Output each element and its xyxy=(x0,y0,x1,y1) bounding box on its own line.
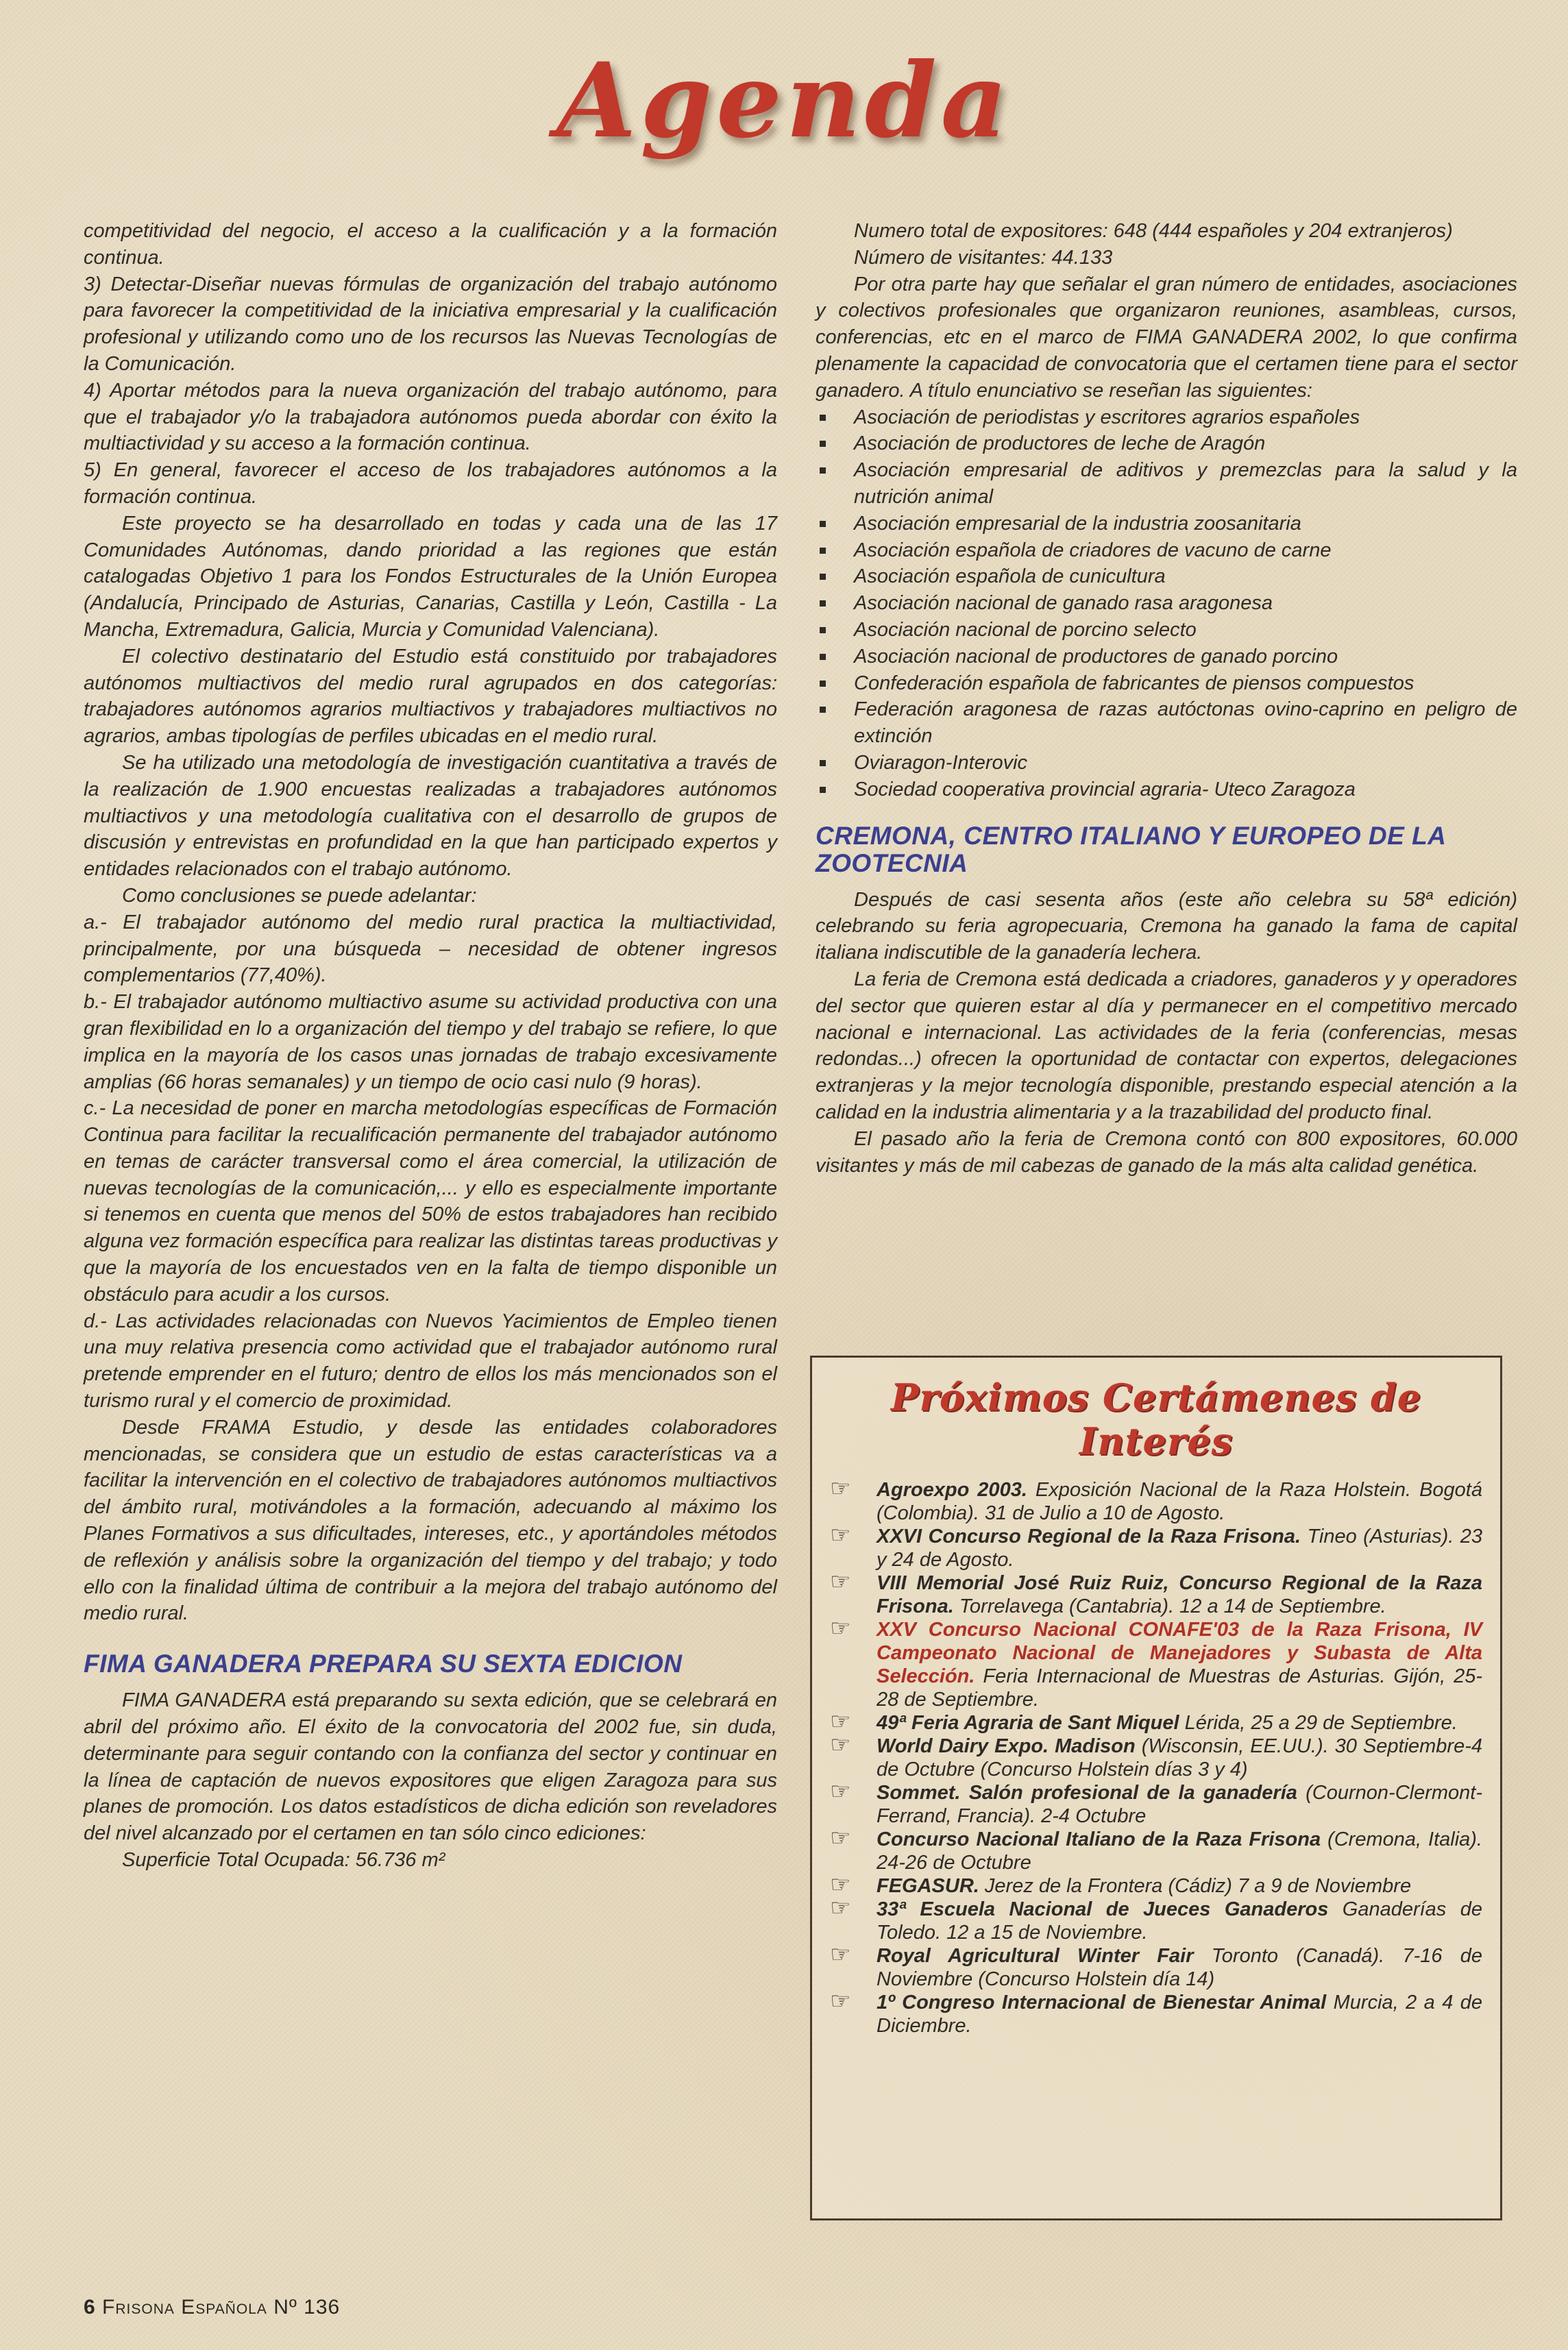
left-paragraph: Desde FRAMA Estudio, y desde las entidades colaboradores mencionadas, se considera que un estudio de estas características va a facilitar la intervención en el colectivo de trabajadores autónomos multiactivos del ámbito rural, motivándoles a la formación, adecuando al máximo los Planes Formativos a sus dificultades, intereses, etc., y aportándoles métodos de reflexión y análisis sobre la organización del tiempo y del trabajo; y todo ello con la finalidad última de contribuir a la mejora del trabajo autónomo del medio rural. xyxy=(84,1416,777,1625)
square-bullet-icon xyxy=(820,760,826,766)
association-list xyxy=(816,404,1517,803)
event-item: ☞ Sommet. Salón profesional de la ganadería (Cournon-Clermont-Ferrand, Francia). 2-4 Octubre xyxy=(830,1778,1482,1827)
list-item: Asociación española de cunicultura xyxy=(816,563,1517,590)
visitors-stat: Número de visitantes: 44.133 xyxy=(854,246,1113,269)
event-item: ☞ Agroexpo 2003. Exposición Nacional de la Raza Holstein. Bogotá (Colombia). 31 de Julio a 10 de Agosto. xyxy=(830,1476,1482,1524)
left-column xyxy=(84,218,777,1874)
entities-intro: Por otra parte hay que señalar el gran número de entidades, asociaciones y colectivos profesionales que organizaron reuniones, asambleas, cursos, conferencias, etc en el marco de FIMA GANADERA 2002, lo que confirma plenamente la capacidad de convocatoria que el certamen tiene para el sector ganadero. A título enunciativo se reseñan las siguientes: xyxy=(816,273,1517,402)
left-paragraph: a.- El trabajador autónomo del medio rural practica la multiactividad, principalmente, por una búsqueda – necesidad de obtener ingresos complementarios (77,40%). xyxy=(84,911,777,987)
pointing-hand-icon: ☞ xyxy=(830,1825,851,1851)
square-bullet-icon xyxy=(820,627,826,633)
list-item: Sociedad cooperativa provincial agraria- Uteco Zaragoza xyxy=(816,776,1517,803)
issue-number: Nº 136 xyxy=(273,2296,341,2318)
square-bullet-icon xyxy=(820,415,826,421)
square-bullet-icon xyxy=(820,467,826,474)
surface-stat: Superficie Total Ocupada: 56.736 m² xyxy=(122,1849,445,1872)
square-bullet-icon xyxy=(820,574,826,580)
fima-paragraph: FIMA GANADERA está preparando su sexta edición, que se celebrará en abril del próximo año. El éxito de la convocatoria del 2002 fue, sin duda, determinante para seguir contando con la confianza del sector y continuar en la línea de captación de nuevos expositores que eligen Zaragoza para sus planes de promoción. Los datos estadísticos de dicha edición son reveladores del nivel alcanzado por el certamen en tan sólo cinco ediciones: xyxy=(84,1689,777,1845)
event-item: ☞ XXVI Concurso Regional de la Raza Frisona. Tineo (Asturias). 23 y 24 de Agosto. xyxy=(830,1522,1482,1571)
list-item: Asociación nacional de ganado rasa aragonesa xyxy=(816,590,1517,617)
left-paragraph: 4) Aportar métodos para la nueva organización del trabajo autónomo, para que el trabajador y/o la trabajadora autónomos pueda abordar con éxito la multiactividad y su acceso a la formación continua. xyxy=(84,379,777,455)
list-item: Confederación española de fabricantes de piensos compuestos xyxy=(816,670,1517,697)
page-number: 6 xyxy=(84,2296,96,2318)
square-bullet-icon xyxy=(820,521,826,527)
list-item: Asociación nacional de productores de ganado porcino xyxy=(816,644,1517,670)
left-paragraph: Como conclusiones se puede adelantar: xyxy=(122,884,477,907)
page-title: Agenda xyxy=(556,40,1012,161)
event-item: ☞ VIII Memorial José Ruiz Ruiz, Concurso Regional de la Raza Frisona. Torrelavega (Cantabria). 12 a 14 de Septiembre. xyxy=(830,1569,1482,1617)
pointing-hand-icon: ☞ xyxy=(830,1988,851,2014)
event-item: ☞ FEGASUR. Jerez de la Frontera (Cádiz) 7 a 9 de Noviembre xyxy=(830,1872,1412,1898)
list-item: Oviaragon-Interovic xyxy=(816,750,1517,776)
list-item: Asociación empresarial de la industria zoosanitaria xyxy=(816,511,1517,537)
cremona-heading: CREMONA, CENTRO ITALIANO Y EUROPEO DE LA ZOOTECNIA xyxy=(816,821,1446,877)
list-item: Asociación empresarial de aditivos y premezclas para la salud y la nutrición animal xyxy=(816,457,1517,511)
pointing-hand-icon: ☞ xyxy=(830,1522,851,1548)
square-bullet-icon xyxy=(820,654,826,660)
square-bullet-icon xyxy=(820,681,826,687)
event-item-highlight: ☞ XXV Concurso Nacional CONAFE'03 de la Raza Frisona, IV Campeonato Nacional de Manejadores y Subasta de Alta Selección. Feria Internacional de Muestras de Asturias. Gijón, 25-28 de Septiembre. xyxy=(830,1615,1482,1711)
pointing-hand-icon: ☞ xyxy=(830,1872,851,1898)
pointing-hand-icon: ☞ xyxy=(830,1615,851,1641)
events-box-title: Próximos Certámenes de Interés xyxy=(890,1375,1422,1463)
fima-heading: FIMA GANADERA PREPARA SU SEXTA EDICION xyxy=(84,1650,683,1678)
left-paragraph: d.- Las actividades relacionadas con Nuevos Yacimientos de Empleo tienen una muy relativa presencia como actividad que el trabajador autónomo rural pretende emprender en el futuro; dentro de ellos los más mencionados son el turismo rural y el comercio de proximidad. xyxy=(84,1310,777,1412)
left-paragraph: 3) Detectar-Diseñar nuevas fórmulas de organización del trabajo autónomo para favorecer la competitividad de la iniciativa empresarial y la cualificación profesional y utilizando como uno de los recursos las Nuevas Tecnologías de la Comunicación. xyxy=(84,273,777,375)
left-paragraph: c.- La necesidad de poner en marcha metodologías específicas de Formación Continua para facilitar la recualificación permanente del trabajador autónomo en temas de carácter transversal como el área comercial, la utilización de nuevas tecnologías de la comunicación,... y ello es especialmente importante si tenemos en cuenta que menos del 50% de estos trabajadores han recibido alguna vez formación específica para realizar las distintas tareas productivas y que la mayoría de los encuestados ven en la falta de tiempo disponible un obstáculo para acudir a los cursos. xyxy=(84,1097,777,1306)
square-bullet-icon xyxy=(820,441,826,447)
list-item: Asociación nacional de porcino selecto xyxy=(816,617,1517,644)
event-item: ☞ Royal Agricultural Winter Fair Toronto (Canadá). 7-16 de Noviembre (Concurso Holstein día 14) xyxy=(830,1942,1482,1990)
events-box xyxy=(810,1356,1502,2220)
list-item: Asociación de productores de leche de Aragón xyxy=(816,430,1517,457)
square-bullet-icon xyxy=(820,600,826,607)
cremona-paragraph: El pasado año la feria de Cremona contó con 800 expositores, 60.000 visitantes y más de mil cabezas de ganado de la más alta calidad genética. xyxy=(816,1127,1517,1177)
left-paragraph: 5) En general, favorecer el acceso de los trabajadores autónomos a la formación continua. xyxy=(84,459,777,508)
square-bullet-icon xyxy=(820,548,826,554)
pointing-hand-icon: ☞ xyxy=(830,1732,851,1758)
list-item: Federación aragonesa de razas autóctonas ovino-caprino en peligro de extinción xyxy=(816,696,1517,750)
left-paragraph: b.- El trabajador autónomo multiactivo asume su actividad productiva con una gran flexibilidad en lo a organización del tiempo y del trabajo se refiere, lo que implica en la mayoría de los casos unas jornadas de trabajo excesivamente amplias (66 horas semanales) y un tiempo de ocio casi nulo (9 horas). xyxy=(84,991,777,1093)
square-bullet-icon xyxy=(820,707,826,713)
right-column xyxy=(816,218,1517,1179)
magazine-name: Frisona Española xyxy=(102,2296,267,2318)
left-paragraph: Este proyecto se ha desarrollado en todas y cada una de las 17 Comunidades Autónomas, dando prioridad a las regiones que están catalogadas Objetivo 1 para los Fondos Estructurales de la Unión Europea (Andalucía, Principado de Asturias, Canarias, Castilla y León, Castilla - La Mancha, Extremadura, Galicia, Murcia y Comunidad Valenciana). xyxy=(84,512,777,641)
pointing-hand-icon: ☞ xyxy=(830,1569,851,1595)
event-item: ☞ 33ª Escuela Nacional de Jueces Ganaderos Ganaderías de Toledo. 12 a 15 de Noviembre. xyxy=(830,1895,1482,1944)
pointing-hand-icon: ☞ xyxy=(830,1895,851,1921)
pointing-hand-icon: ☞ xyxy=(830,1476,851,1502)
left-paragraph: Se ha utilizado una metodología de investigación cuantitativa a través de la realización de 1.900 encuestas realizadas a trabajadores autónomos multiactivos y una metodología cualitativa con el desarrollo de grupos de discusión y entrevistas en profundidad en la que han participado expertos y entidades relacionados con el trabajo autónomo. xyxy=(84,751,777,881)
pointing-hand-icon: ☞ xyxy=(830,1778,851,1804)
list-item: Asociación española de criadores de vacuno de carne xyxy=(816,537,1517,564)
event-item: ☞ 49ª Feria Agraria de Sant Miquel Lérida, 25 a 29 de Septiembre. xyxy=(830,1709,1458,1735)
pointing-hand-icon: ☞ xyxy=(830,1942,851,1968)
event-item: ☞ Concurso Nacional Italiano de la Raza Frisona (Cremona, Italia). 24-26 de Octubre xyxy=(830,1825,1482,1874)
list-item: Asociación de periodistas y escritores agrarios españoles xyxy=(816,404,1517,431)
pointing-hand-icon: ☞ xyxy=(830,1709,851,1735)
left-paragraph: El colectivo destinatario del Estudio está constituido por trabajadores autónomos multiactivos del medio rural agrupados en dos categorías: trabajadores autónomos agrarios multiactivos y trabajadores multiactivos no agrarios, ambas tipologías de perfiles ubicadas en el medio rural. xyxy=(84,645,777,748)
event-item: ☞ World Dairy Expo. Madison (Wisconsin, EE.UU.). 30 Septiembre-4 de Octubre (Concurso Holstein días 3 y 4) xyxy=(830,1732,1482,1780)
event-item: ☞ 1º Congreso Internacional de Bienestar Animal Murcia, 2 a 4 de Diciembre. xyxy=(830,1988,1482,2037)
exhibitors-stat: Numero total de expositores: 648 (444 españoles y 204 extranjeros) xyxy=(854,220,1453,242)
cremona-paragraph: La feria de Cremona está dedicada a criadores, ganaderos y y operadores del sector que quieren estar al día y permanecer en el competitivo mercado nacional e internacional. Las actividades de la feria (conferencias, mesas redondas...) ofrecen la oportunidad de contactar con expertos, delegaciones extranjeras y la mejor tecnología disponible, prestando especial atención a la calidad en la industria alimentaria y a la trazabilidad del producto final. xyxy=(816,968,1517,1123)
cremona-paragraph: Después de casi sesenta años (este año celebra su 58ª edición) celebrando su feria agropecuaria, Cremona ha ganado la fama de capital italiana indiscutible de la ganadería lechera. xyxy=(816,888,1517,964)
left-paragraph: competitividad del negocio, el acceso a la cualificación y a la formación continua. xyxy=(84,220,777,269)
page-footer xyxy=(84,2296,340,2319)
square-bullet-icon xyxy=(820,787,826,793)
